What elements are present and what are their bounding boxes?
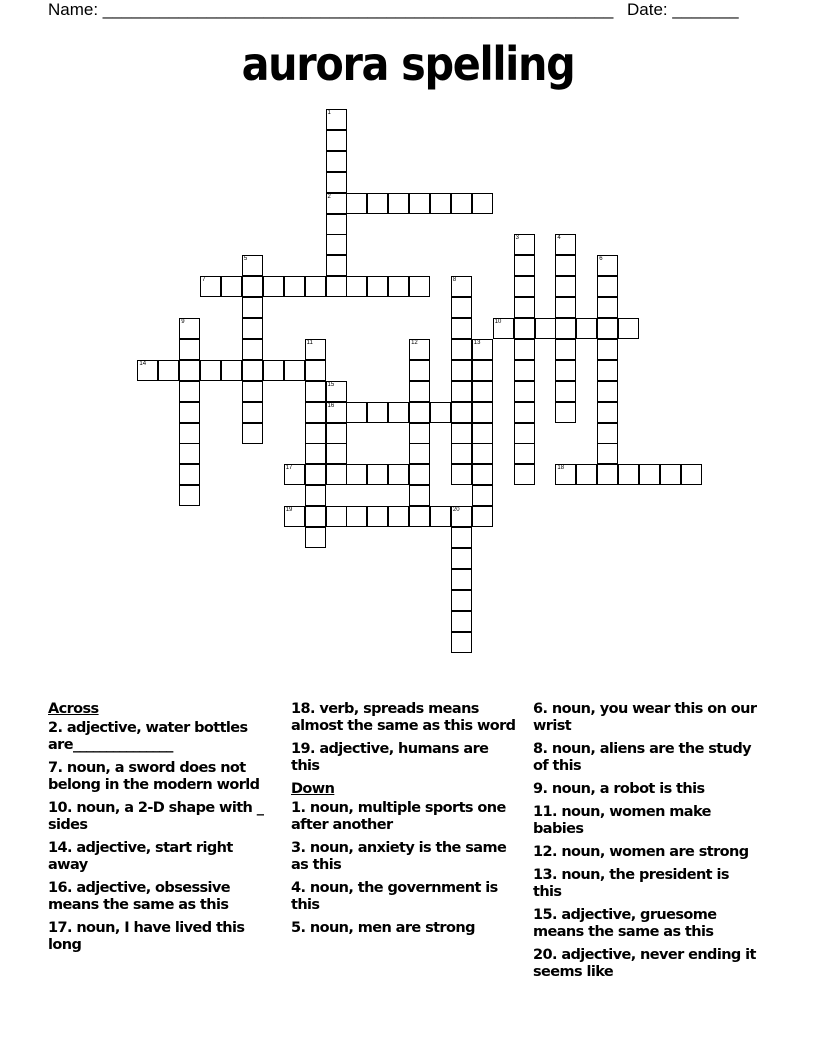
clue-number: 10.: [48, 800, 72, 816]
clue-number: 5.: [291, 920, 306, 936]
cell-number: 18: [557, 465, 565, 472]
crossword-cell[interactable]: [305, 381, 326, 402]
clue-item: [533, 781, 758, 798]
crossword-cell[interactable]: [305, 423, 326, 444]
crossword-cell[interactable]: [409, 506, 430, 527]
crossword-cell[interactable]: [326, 172, 347, 193]
crossword-cell[interactable]: [305, 276, 326, 297]
cell-number: 3: [515, 235, 519, 242]
clue-number: 19.: [291, 741, 315, 757]
clue-text: adjective, gruesome means the same as this: [533, 907, 717, 940]
crossword-cell[interactable]: [597, 443, 618, 464]
crossword-cell[interactable]: [242, 381, 263, 402]
clue-number: 4.: [291, 880, 306, 896]
crossword-cell[interactable]: [158, 360, 179, 381]
clue-text: adjective, start right away: [48, 840, 233, 873]
crossword-cell[interactable]: [514, 464, 535, 485]
crossword-cell[interactable]: [179, 318, 200, 339]
clue-number: 6.: [533, 701, 548, 717]
cell-number: 5: [243, 256, 248, 263]
crossword-cell[interactable]: [326, 109, 347, 130]
section-heading-across: Across: [48, 701, 99, 717]
cell-number: 13: [473, 339, 481, 346]
crossword-cell[interactable]: [137, 360, 158, 381]
clue-text: noun, a 2-D shape with _ sides: [48, 800, 264, 833]
clues-column-3: [533, 701, 758, 987]
crossword-cell[interactable]: [451, 402, 472, 423]
clue-number: 13.: [533, 867, 557, 883]
crossword-cell[interactable]: [451, 381, 472, 402]
crossword-cell[interactable]: [555, 234, 576, 255]
section-heading-down: Down: [291, 781, 335, 797]
clue-number: 20.: [533, 947, 557, 963]
crossword-cell[interactable]: [242, 297, 263, 318]
name-field-label: Name: ______________________________________________________: [48, 0, 614, 19]
crossword-cell[interactable]: [493, 318, 514, 339]
crossword-cell[interactable]: [535, 318, 556, 339]
crossword-cell[interactable]: [242, 339, 263, 360]
clue-text: verb, spreads means almost the same as this word: [291, 701, 516, 734]
cell-number: 17: [285, 465, 293, 472]
crossword-cell[interactable]: [409, 402, 430, 423]
clue-text: noun, a robot is this: [547, 781, 705, 797]
crossword-cell[interactable]: [451, 423, 472, 444]
crossword-cell[interactable]: [179, 464, 200, 485]
crossword-cell[interactable]: [597, 255, 618, 276]
clue-item: [48, 880, 273, 914]
crossword-cell[interactable]: [409, 276, 430, 297]
crossword-cell[interactable]: [305, 506, 326, 527]
crossword-cell[interactable]: [514, 443, 535, 464]
crossword-cell[interactable]: [597, 464, 618, 485]
crossword-cell[interactable]: [179, 381, 200, 402]
crossword-cell[interactable]: [555, 464, 576, 485]
clue-number: 8.: [533, 741, 548, 757]
clue-number: 7.: [48, 760, 63, 776]
crossword-cell[interactable]: [451, 611, 472, 632]
cell-number: 10: [494, 319, 502, 325]
crossword-cell[interactable]: [326, 193, 347, 214]
crossword-cell[interactable]: [597, 339, 618, 360]
crossword-cell[interactable]: [514, 423, 535, 444]
crossword-cell[interactable]: [555, 297, 576, 318]
crossword-cell[interactable]: [618, 464, 639, 485]
crossword-cell[interactable]: [326, 130, 347, 151]
clue-text: adjective, humans are this: [291, 741, 489, 774]
crossword-cell[interactable]: [326, 464, 347, 485]
crossword-cell[interactable]: [639, 464, 660, 485]
crossword-cell[interactable]: [576, 318, 597, 339]
crossword-cell[interactable]: [597, 402, 618, 423]
crossword-cell[interactable]: [346, 506, 367, 527]
crossword-cell[interactable]: [326, 381, 347, 402]
clue-number: 12.: [533, 844, 557, 860]
clue-text: noun, anxiety is the same as this: [291, 840, 507, 873]
clues-column-2: [291, 701, 516, 943]
crossword-cell[interactable]: [451, 548, 472, 569]
clue-item: [48, 800, 273, 834]
clue-number: 9.: [533, 781, 548, 797]
crossword-cell[interactable]: [514, 360, 535, 381]
crossword-cell[interactable]: [597, 423, 618, 444]
crossword-cell[interactable]: [514, 339, 535, 360]
crossword-cell[interactable]: [409, 339, 430, 360]
crossword-cell[interactable]: [514, 318, 535, 339]
crossword-cell[interactable]: [221, 276, 242, 297]
crossword-cell[interactable]: [284, 464, 305, 485]
clue-text: noun, the government is this: [291, 880, 498, 913]
crossword-cell[interactable]: [242, 423, 263, 444]
crossword-cell[interactable]: [555, 339, 576, 360]
clue-item: [48, 840, 273, 874]
cell-number: 8: [452, 277, 457, 284]
crossword-cell[interactable]: [388, 276, 409, 297]
cell-number: 11: [306, 339, 313, 346]
crossword-cell[interactable]: [555, 255, 576, 276]
cell-number: 19: [285, 507, 293, 514]
clue-item: [291, 880, 516, 914]
crossword-cell[interactable]: [179, 485, 200, 506]
crossword-cell[interactable]: [409, 423, 430, 444]
crossword-cell[interactable]: [200, 276, 221, 297]
crossword-cell[interactable]: [514, 234, 535, 255]
cell-number: 12: [411, 339, 418, 346]
cell-number: 1: [327, 110, 331, 116]
clue-text: noun, women are strong: [556, 844, 749, 860]
clue-item: [533, 804, 758, 838]
crossword-cell[interactable]: [555, 276, 576, 297]
crossword-cell[interactable]: [284, 506, 305, 527]
clues-column-1: [48, 701, 273, 960]
crossword-cell[interactable]: [326, 506, 347, 527]
crossword-cell[interactable]: [367, 193, 388, 214]
crossword-cell[interactable]: [409, 443, 430, 464]
crossword-cell[interactable]: [326, 255, 347, 276]
crossword-cell[interactable]: [555, 318, 576, 339]
crossword-cell[interactable]: [597, 276, 618, 297]
crossword-cell[interactable]: [200, 360, 221, 381]
crossword-cell[interactable]: [472, 193, 493, 214]
crossword-cell[interactable]: [409, 193, 430, 214]
crossword-cell[interactable]: [555, 360, 576, 381]
crossword-cell[interactable]: [305, 464, 326, 485]
crossword-cell[interactable]: [263, 360, 284, 381]
crossword-cell[interactable]: [326, 234, 347, 255]
crossword-cell[interactable]: [472, 339, 493, 360]
crossword-cell[interactable]: [430, 402, 451, 423]
cell-number: 9: [181, 319, 185, 325]
crossword-cell[interactable]: [451, 632, 472, 653]
cell-number: 20: [452, 507, 460, 514]
cell-number: 16: [327, 402, 335, 409]
clue-number: 11.: [533, 804, 557, 820]
clue-text: noun, women make babies: [533, 804, 711, 837]
crossword-cell[interactable]: [388, 402, 409, 423]
crossword-cell[interactable]: [451, 193, 472, 214]
crossword-cell[interactable]: [472, 464, 493, 485]
crossword-cell[interactable]: [326, 423, 347, 444]
crossword-cell[interactable]: [618, 318, 639, 339]
cell-number: 6: [599, 256, 603, 263]
crossword-cell[interactable]: [430, 506, 451, 527]
crossword-cell[interactable]: [409, 464, 430, 485]
crossword-cell[interactable]: [451, 569, 472, 590]
crossword-cell[interactable]: [388, 193, 409, 214]
crossword-cell[interactable]: [346, 402, 367, 423]
clue-text: noun, the president is this: [533, 867, 729, 900]
crossword-cell[interactable]: [242, 255, 263, 276]
crossword-cell[interactable]: [409, 485, 430, 506]
cell-number: 2: [327, 193, 331, 200]
clue-item: [291, 800, 516, 834]
clue-text: adjective, obsessive means the same as this: [48, 880, 230, 913]
clue-item: [291, 741, 516, 775]
crossword-cell[interactable]: [472, 443, 493, 464]
crossword-cell[interactable]: [660, 464, 681, 485]
clue-number: 15.: [533, 907, 557, 923]
clue-text: adjective, water bottles are_______________: [48, 720, 248, 753]
clue-item: [291, 701, 516, 735]
crossword-cell[interactable]: [451, 360, 472, 381]
crossword-cell[interactable]: [681, 464, 702, 485]
crossword-cell[interactable]: [367, 402, 388, 423]
crossword-cell[interactable]: [514, 297, 535, 318]
crossword-cell[interactable]: [326, 276, 347, 297]
clue-number: 14.: [48, 840, 72, 856]
crossword-cell[interactable]: [597, 318, 618, 339]
clue-item: [533, 867, 758, 901]
crossword-cell[interactable]: [305, 360, 326, 381]
crossword-cell[interactable]: [514, 381, 535, 402]
crossword-cell[interactable]: [305, 443, 326, 464]
crossword-cell[interactable]: [451, 297, 472, 318]
clue-item: [291, 840, 516, 874]
cell-number: 7: [202, 277, 206, 284]
crossword-cell[interactable]: [388, 506, 409, 527]
crossword-cell[interactable]: [326, 402, 347, 423]
crossword-cell[interactable]: [326, 443, 347, 464]
crossword-cell[interactable]: [409, 360, 430, 381]
cell-number: 4: [557, 235, 561, 242]
crossword-cell[interactable]: [597, 360, 618, 381]
crossword-cell[interactable]: [555, 402, 576, 423]
crossword-cell[interactable]: [305, 527, 326, 548]
clue-number: 2.: [48, 720, 63, 736]
crossword-cell[interactable]: [242, 360, 263, 381]
crossword-cell[interactable]: [576, 464, 597, 485]
crossword-cell[interactable]: [514, 402, 535, 423]
crossword-cell[interactable]: [179, 402, 200, 423]
crossword-cell[interactable]: [409, 381, 430, 402]
crossword-cell[interactable]: [179, 423, 200, 444]
clue-item: [533, 844, 758, 861]
crossword-cell[interactable]: [472, 402, 493, 423]
clue-item: [291, 920, 516, 937]
crossword-cell[interactable]: [367, 506, 388, 527]
crossword-cell[interactable]: [597, 381, 618, 402]
clue-number: 3.: [291, 840, 306, 856]
crossword-cell[interactable]: [451, 527, 472, 548]
crossword-cell[interactable]: [326, 214, 347, 235]
crossword-cell[interactable]: [472, 485, 493, 506]
crossword-cell[interactable]: [367, 276, 388, 297]
crossword-cell[interactable]: [305, 485, 326, 506]
crossword-cell[interactable]: [346, 464, 367, 485]
clue-number: 16.: [48, 880, 72, 896]
crossword-cell[interactable]: [179, 339, 200, 360]
clue-item: [533, 741, 758, 775]
clue-item: [533, 947, 758, 981]
crossword-cell[interactable]: [472, 423, 493, 444]
cell-number: 14: [139, 360, 147, 367]
clue-text: adjective, never ending it seems like: [533, 947, 756, 980]
crossword-cell[interactable]: [451, 464, 472, 485]
crossword-cell[interactable]: [388, 464, 409, 485]
crossword-cell[interactable]: [472, 360, 493, 381]
clue-number: 18.: [291, 701, 315, 717]
crossword-cell[interactable]: [451, 318, 472, 339]
crossword-cell[interactable]: [451, 506, 472, 527]
crossword-cell[interactable]: [451, 590, 472, 611]
crossword-cell[interactable]: [472, 381, 493, 402]
crossword-cell[interactable]: [555, 381, 576, 402]
crossword-cell[interactable]: [346, 193, 367, 214]
crossword-cell[interactable]: [367, 464, 388, 485]
crossword-cell[interactable]: [263, 276, 284, 297]
clue-item: [48, 920, 273, 954]
clue-number: 17.: [48, 920, 72, 936]
crossword-cell[interactable]: [305, 339, 326, 360]
clue-item: [48, 760, 273, 794]
crossword-cell[interactable]: [451, 276, 472, 297]
clue-text: noun, multiple sports one after another: [291, 800, 506, 833]
cell-number: 15: [327, 381, 335, 388]
crossword-cell[interactable]: [242, 318, 263, 339]
crossword-cell[interactable]: [242, 276, 263, 297]
crossword-cell[interactable]: [221, 360, 242, 381]
crossword-cell[interactable]: [326, 151, 347, 172]
crossword-cell[interactable]: [597, 297, 618, 318]
clue-text: noun, I have lived this long: [48, 920, 245, 953]
crossword-cell[interactable]: [284, 360, 305, 381]
clue-text: noun, men are strong: [305, 920, 475, 936]
clue-item: [533, 907, 758, 941]
crossword-cell[interactable]: [514, 255, 535, 276]
crossword-cell[interactable]: [451, 339, 472, 360]
crossword-cell[interactable]: [284, 276, 305, 297]
clue-item: [533, 701, 758, 735]
crossword-cell[interactable]: [179, 360, 200, 381]
date-field-label: Date: _______: [627, 0, 739, 19]
clue-item: [48, 720, 273, 754]
crossword-cell[interactable]: [514, 276, 535, 297]
crossword-cell[interactable]: [179, 443, 200, 464]
clue-text: noun, you wear this on our wrist: [533, 701, 757, 734]
clue-number: 1.: [291, 800, 306, 816]
crossword-cell[interactable]: [305, 402, 326, 423]
clue-text: noun, aliens are the study of this: [533, 741, 751, 774]
page-title: aurora spelling: [241, 37, 575, 91]
crossword-cell[interactable]: [451, 443, 472, 464]
crossword-cell[interactable]: [346, 276, 367, 297]
clue-text: noun, a sword does not belong in the modern world: [48, 760, 260, 793]
crossword-cell[interactable]: [472, 506, 493, 527]
crossword-cell[interactable]: [242, 402, 263, 423]
crossword-cell[interactable]: [430, 193, 451, 214]
